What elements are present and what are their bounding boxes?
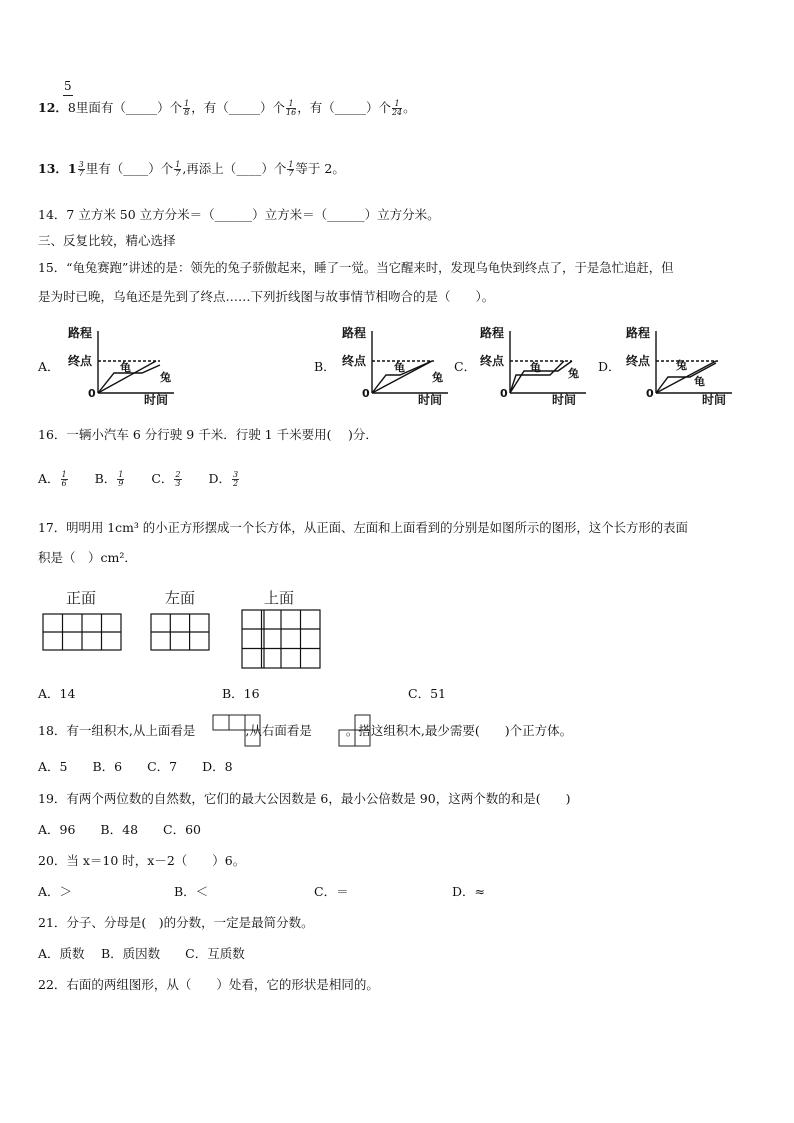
question-21: 21．分子、分母是( )的分数，一定是最简分数。 [38, 915, 314, 930]
q19-options[interactable]: A．96 B．48 C．60 [38, 822, 201, 837]
question-20: 20．当 x＝10 时，x－2（ ）6。 [38, 853, 246, 868]
view-label-top: 上面 [264, 589, 295, 607]
q16-options [38, 470, 240, 488]
q18-text: ,从右面看是 [245, 723, 312, 738]
q18-options[interactable]: A．5 B．6 C．7 D．8 [38, 759, 233, 774]
q12-text: ，有（ [297, 100, 335, 115]
graph-origin: 0 [500, 387, 508, 400]
q15-graph-d[interactable] [620, 325, 742, 405]
q12-blank-2[interactable]: _____ [228, 100, 260, 115]
graph-xlabel: 时间 [702, 393, 727, 405]
numerator: 1 [288, 160, 294, 169]
graph-ylabel: 路程 [68, 326, 93, 340]
q13-text: ）个 [148, 161, 174, 176]
numerator: 3 [233, 470, 239, 479]
question-12 [38, 99, 416, 117]
numerator: 1 [392, 100, 402, 109]
q18-top-view-figure [212, 714, 262, 748]
q12-text: 8里面有（ [67, 100, 126, 115]
graph-ylabel: 路程 [626, 326, 651, 340]
question-18 [38, 722, 572, 741]
graph-end-label: 终点 [480, 354, 505, 368]
q20-option-b[interactable]: B．＜ [174, 884, 209, 899]
q12-blank-3[interactable]: _____ [334, 100, 366, 115]
q13-text: ,再添上（ [182, 161, 237, 176]
front-view-grid [42, 613, 124, 653]
q12-text: ）个 [157, 100, 183, 115]
fraction [183, 100, 190, 117]
q15-graph-b[interactable] [336, 325, 458, 405]
q12-text: ）个 [365, 100, 391, 115]
graph-ylabel: 路程 [480, 326, 505, 340]
q13-blank-1[interactable]: ____ [123, 161, 149, 176]
fraction [78, 161, 85, 178]
q20-option-d[interactable]: D．≈ [452, 884, 485, 899]
q15-option-a-label[interactable]: A． [38, 359, 60, 374]
view-label-left: 左面 [165, 589, 196, 607]
numerator: 3 [78, 160, 84, 169]
denominator: 9 [118, 479, 124, 488]
denominator: 16 [286, 108, 297, 117]
q16-option-b[interactable] [95, 471, 126, 486]
graph-turtle-label: 龟 [694, 375, 705, 388]
q21-options[interactable]: A．质数 B．质因数 C．互质数 [38, 946, 245, 961]
numerator: 1 [286, 100, 296, 109]
q18-right-view-figure [338, 714, 372, 748]
option-label: B． [94, 471, 117, 486]
numerator: 1 [184, 99, 190, 108]
fraction [117, 471, 124, 488]
q13-number: 13． [38, 161, 68, 176]
denominator: 3 [175, 479, 181, 488]
graph-xlabel: 时间 [552, 393, 577, 405]
graph-origin: 0 [88, 387, 96, 400]
section-heading: 三、反复比较，精心选择 [38, 233, 176, 248]
q15-graph-a[interactable] [62, 325, 184, 405]
denominator: 7 [288, 169, 294, 178]
q13-blank-2[interactable]: ____ [236, 161, 262, 176]
q13-whole: 1 [67, 161, 77, 176]
option-label: C． [151, 471, 174, 486]
fraction [392, 100, 402, 117]
graph-rabbit-label: 兔 [568, 367, 579, 380]
rabbit-line [510, 361, 572, 393]
graph-turtle-label: 龟 [120, 361, 131, 374]
numerator: 1 [61, 470, 67, 479]
graph-end-label: 终点 [342, 354, 367, 368]
q16-option-c[interactable] [151, 471, 182, 486]
question-17-line-1: 17．明明用 1cm³ 的小正方形摆成一个长方体，从正面、左面和上面看到的分别是如图所示的图形，这个长方形的表面 [38, 520, 688, 535]
graph-xlabel: 时间 [144, 393, 169, 405]
q12-text: ，有（ [191, 100, 229, 115]
fraction [287, 161, 294, 178]
fraction [174, 161, 181, 178]
question-16: 16．一辆小汽车 6 分行驶 9 千米．行驶 1 千米要用( )分． [38, 427, 378, 442]
q18-text: 。搭这组积木,最少需要( )个正方体。 [345, 723, 573, 738]
q12-text: 。 [403, 100, 416, 115]
question-15-line-1: 15．“龟兔赛跑”讲述的是：领先的兔子骄傲起来，睡了一觉。当它醒来时，发现乌龟快到终点了，于是急忙追赶，但 [38, 260, 674, 275]
question-22: 22．右面的两组图形，从（ ）处看，它的形状是相同的。 [38, 977, 379, 992]
q12-number: 12． [38, 100, 68, 115]
graph-rabbit-label: 兔 [432, 371, 443, 384]
q12-blank-1[interactable]: _____ [125, 100, 158, 115]
denominator: 24 [391, 108, 403, 117]
q15-option-d-label[interactable]: D． [598, 359, 621, 374]
denominator: 7 [175, 169, 181, 178]
numerator: 1 [118, 470, 124, 479]
denominator: 7 [78, 169, 84, 178]
question-19: 19．有两个两位数的自然数，它们的最大公因数是 6，最小公倍数是 90，这两个数的和是( ) [38, 791, 571, 806]
q17-option-a[interactable]: A．14 [38, 686, 76, 701]
q17-option-c[interactable]: C．51 [408, 686, 446, 701]
q18-text: 18．有一组积木,从上面看是 [38, 723, 196, 738]
graph-turtle-label: 龟 [530, 361, 541, 374]
left-view-grid [150, 613, 212, 653]
q17-option-b[interactable]: B．16 [222, 686, 260, 701]
graph-end-label: 终点 [68, 354, 93, 368]
option-label: D． [208, 471, 232, 486]
graph-xlabel: 时间 [418, 393, 443, 405]
denominator: 6 [61, 479, 67, 488]
question-14: 14．7 立方米 50 立方分米＝（______）立方米＝（______）立方分米。 [38, 207, 440, 222]
q16-option-d[interactable] [208, 471, 240, 486]
fraction [232, 471, 239, 488]
graph-rabbit-label: 兔 [676, 359, 687, 372]
q13-text: ）个 [261, 161, 287, 176]
graph-rabbit-label: 兔 [160, 371, 171, 384]
q20-option-c[interactable]: C．＝ [314, 884, 349, 899]
q15-option-b-label[interactable]: B． [314, 359, 336, 374]
denominator: 2 [233, 479, 239, 488]
question-13 [38, 160, 345, 178]
graph-origin: 0 [646, 387, 654, 400]
fraction [174, 471, 181, 488]
top-view-grid [241, 609, 323, 671]
q12-text: ）个 [259, 100, 285, 115]
q16-option-a[interactable] [38, 471, 69, 486]
fraction [61, 471, 68, 488]
question-17-line-2: 积是（ ）cm²． [38, 550, 137, 565]
q12-top-fraction [64, 80, 72, 92]
graph-end-label: 终点 [626, 354, 651, 368]
q20-option-a[interactable]: A．＞ [38, 884, 73, 899]
q12-top-frac-bar [63, 95, 73, 96]
numerator: 2 [175, 470, 181, 479]
q15-graph-c[interactable] [474, 325, 596, 405]
option-label: A． [38, 471, 60, 486]
q13-text: 里有（ [85, 161, 124, 176]
fraction [286, 100, 296, 117]
q15-option-c-label[interactable]: C． [454, 359, 477, 374]
view-label-front: 正面 [66, 589, 97, 607]
numerator: 1 [175, 160, 181, 169]
graph-ylabel: 路程 [342, 326, 367, 340]
graph-origin: 0 [362, 387, 370, 400]
graph-turtle-label: 龟 [394, 361, 405, 374]
question-15-line-2: 是为时已晚，乌龟还是先到了终点……下列折线图与故事情节相吻合的是（ ）。 [38, 289, 495, 304]
denominator: 8 [184, 108, 190, 117]
q12-top-numerator: 5 [64, 79, 72, 93]
q13-text: 等于 2。 [295, 161, 345, 176]
